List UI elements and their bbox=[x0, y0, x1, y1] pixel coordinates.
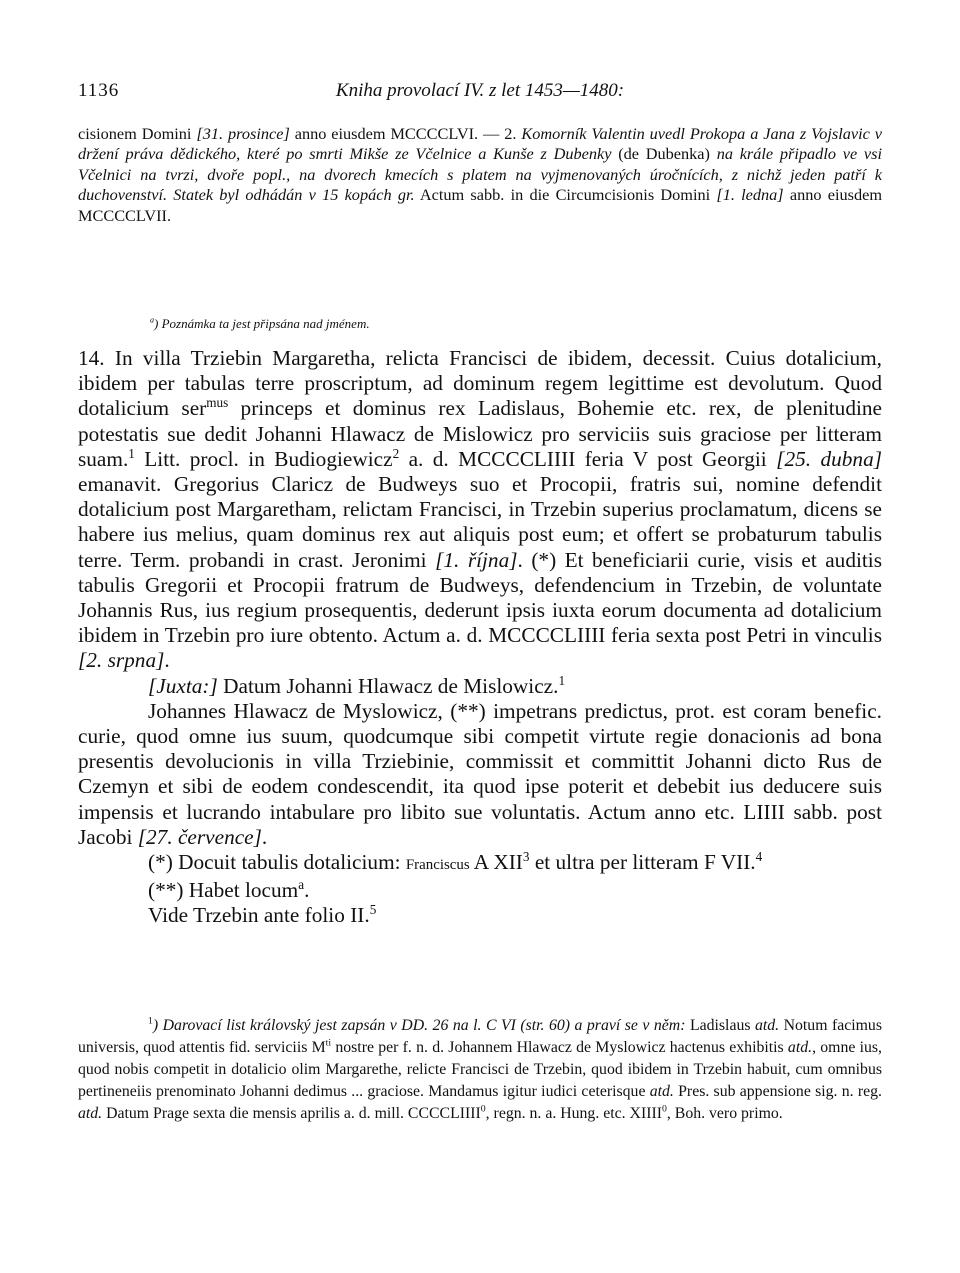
text-run: anno eiusdem MCCCCLVI. — 2. bbox=[289, 124, 522, 143]
page-header bbox=[78, 80, 882, 110]
superscript: ti bbox=[325, 1037, 332, 1049]
date-note: [31. prosince] bbox=[196, 124, 290, 143]
abbrev: atd. bbox=[78, 1105, 103, 1123]
superscript: mus bbox=[206, 395, 229, 411]
text-run: , omne ius, quod nobis competit in dotalicio olim Margarethe, relicte Francisci de Trzebin, quod ibidem in Trzebin habuit, cum omnibus pertineneiis prenominato Johanni dedimus ... graciose. Mandamus igitur iudici ceterisque bbox=[78, 1039, 882, 1101]
text-run: . (*) Et beneficiarii curie, visis et auditis tabulis Gregorii et Procopii fratrum de Budweys, defendencium in Trzebin, de voluntate Johannis Rus, ius regium prosequentis, dederunt ipsis iuxta eorum documenta ad dotalicium ibidem in Trzebin pro iure obtento. Actum a. d. MCCCCLIIII feria sexta post Petri in vinculis bbox=[78, 547, 882, 648]
text-run: , regn. n. a. Hung. etc. XIIII bbox=[485, 1105, 662, 1123]
juxta-label: [Juxta:] bbox=[148, 673, 218, 698]
text-run: . bbox=[261, 824, 268, 849]
small-text: Franciscus bbox=[405, 857, 470, 874]
entry-paragraph bbox=[78, 346, 882, 674]
text-run: Litt. procl. in Budiogiewicz bbox=[134, 446, 393, 471]
text-run: (**) Habet locum bbox=[148, 878, 299, 903]
text-run: Actum sabb. in die Circumcisionis Domini bbox=[414, 185, 717, 205]
text-run: In villa Trziebin Margaretha, relicta Francisci de ibidem, decessit. Cuius dotalicium, ibidem per tabulas terre proscriptum, ad dominum regem legittime est devolutum. Quod dotalicium ser bbox=[78, 346, 882, 421]
date-note: [2. srpna] bbox=[78, 648, 165, 673]
footnote-paragraph bbox=[78, 1015, 882, 1125]
date-note: [1. ledna] bbox=[716, 185, 784, 205]
text-run: Ladislaus bbox=[685, 1017, 755, 1034]
text-run: (de Dubenka) bbox=[611, 144, 717, 164]
note-text: ) Poznámka ta jest připsána nad jménem. bbox=[154, 316, 370, 331]
text-run: princeps et dominus rex Ladislaus, Bohemie etc. rex, de plenitudine potestatis sue dedit Johanni Hlawacz de Mislowicz pro serviciis suis graciose per litteram suam. bbox=[78, 396, 882, 471]
text-run: , Boh. vero primo. bbox=[666, 1105, 783, 1123]
footnote-ref: 3 bbox=[522, 848, 530, 864]
superscript: 0 bbox=[480, 1104, 486, 1116]
text-run: A XII bbox=[469, 850, 523, 875]
footnote-ref: 4 bbox=[755, 848, 763, 864]
text-run: cisionem Domini bbox=[78, 124, 197, 143]
text-run: Johannes Hlawacz de Myslowicz, (**) impetrans predictus, prot. est coram benefic. curie, quod omne ius suum, quodcumque sibi competit virtute regie donacionis ad bona presentis devolucionis in villa Trziebinie, commissit et committit Johanni dicto Rus de Czemyn et sibi de eodem condescendit, ita quod ipse poterit et debebit ius deducere suis impensis et lucrando intabulare pro libito sue voluntatis. Actum anno etc. LIIII sabb. post Jacobi bbox=[78, 698, 882, 849]
footnote-marker: 1 bbox=[148, 1015, 153, 1027]
text-run: Vide Trzebin ante folio II. bbox=[148, 903, 370, 928]
abbrev: atd. bbox=[754, 1017, 780, 1034]
top-paragraph bbox=[78, 124, 882, 226]
note-a bbox=[150, 316, 370, 332]
entry-number: 14. bbox=[78, 346, 105, 370]
text-run: nostre per f. n. d. Johannem Hlawacz de Myslowicz hactenus exhibitis bbox=[331, 1039, 788, 1057]
footnote-1 bbox=[78, 1015, 882, 1125]
juxta-line bbox=[78, 674, 882, 699]
footnote-czech: ) Darovací list královský jest zapsán v DD. 26 na l. C VI (str. 60) a praví se v něm: bbox=[152, 1017, 686, 1034]
entry-14 bbox=[78, 346, 882, 929]
date-note: [25. dubna] bbox=[776, 446, 883, 471]
note-marker: a bbox=[150, 315, 155, 325]
superscript: 0 bbox=[662, 1104, 667, 1116]
page-number: 1136 bbox=[78, 80, 120, 101]
abbrev: atd. bbox=[787, 1039, 813, 1057]
text-run: . bbox=[164, 648, 170, 673]
text-run: Datum Johanni Hlawacz de Mislowicz. bbox=[217, 673, 559, 698]
footnote-ref: 5 bbox=[369, 902, 377, 918]
czech-summary: Komorník Valentin uvedl Prokopa a Jana z Vojslavic v držení práva dědického, které po smrti Mikše ze Včelnice a Kunše z Dubenky bbox=[78, 124, 883, 164]
margin-note bbox=[78, 850, 882, 878]
text-run: Pres. sub appensione sig. n. reg. bbox=[673, 1083, 882, 1101]
text-run: a. d. MCCCCLIIII feria V post Georgii bbox=[399, 446, 777, 471]
text-run: (*) Docuit tabulis dotalicium: bbox=[148, 850, 406, 875]
footnote-ref: 1 bbox=[128, 445, 135, 461]
text-run: Notum facimus universis, quod attentis fid. serviciis M bbox=[78, 1017, 882, 1057]
footnote-ref: 2 bbox=[392, 445, 400, 461]
text-run: et ultra per litteram F VII. bbox=[529, 850, 756, 875]
text-run: Datum Prage sexta die mensis aprilis a. d. mill. CCCCLIIII bbox=[102, 1105, 481, 1123]
date-note: [1. října] bbox=[435, 547, 518, 572]
margin-note bbox=[78, 878, 882, 903]
text-run: . bbox=[304, 878, 310, 903]
date-note: [27. července] bbox=[137, 824, 262, 849]
text-run: anno eiusdem MCCCCLVII. bbox=[78, 185, 882, 225]
entry-paragraph bbox=[78, 699, 882, 850]
note-ref: a bbox=[298, 877, 305, 893]
czech-summary: na krále připadlo ve vsi Včelnici na tvrzi, dvoře popl., na dvorech kmecích s platem na vyjmenovaných úročnících, z nichž jeden patří k duchovenství. Statek byl odhádán v 15 kopách gr. bbox=[78, 144, 883, 205]
abbrev: atd. bbox=[649, 1083, 674, 1101]
footnote-ref: 1 bbox=[558, 672, 566, 688]
text-run: emanavit. Gregorius Claricz de Budweys suo et Procopii, fratris sui, nomine defendit dotalicium post Margaretham, relictam Francisci, in Trzebin superius proclamatum, dicens se habere ius melius, quam dominus rex aut aliquis post eum; et offert se probaturum tabulis terre. Term. probandi in crast. Jeronimi bbox=[78, 472, 882, 572]
running-title: Kniha provolací IV. z let 1453—1480: bbox=[335, 80, 625, 101]
margin-note bbox=[78, 903, 882, 928]
